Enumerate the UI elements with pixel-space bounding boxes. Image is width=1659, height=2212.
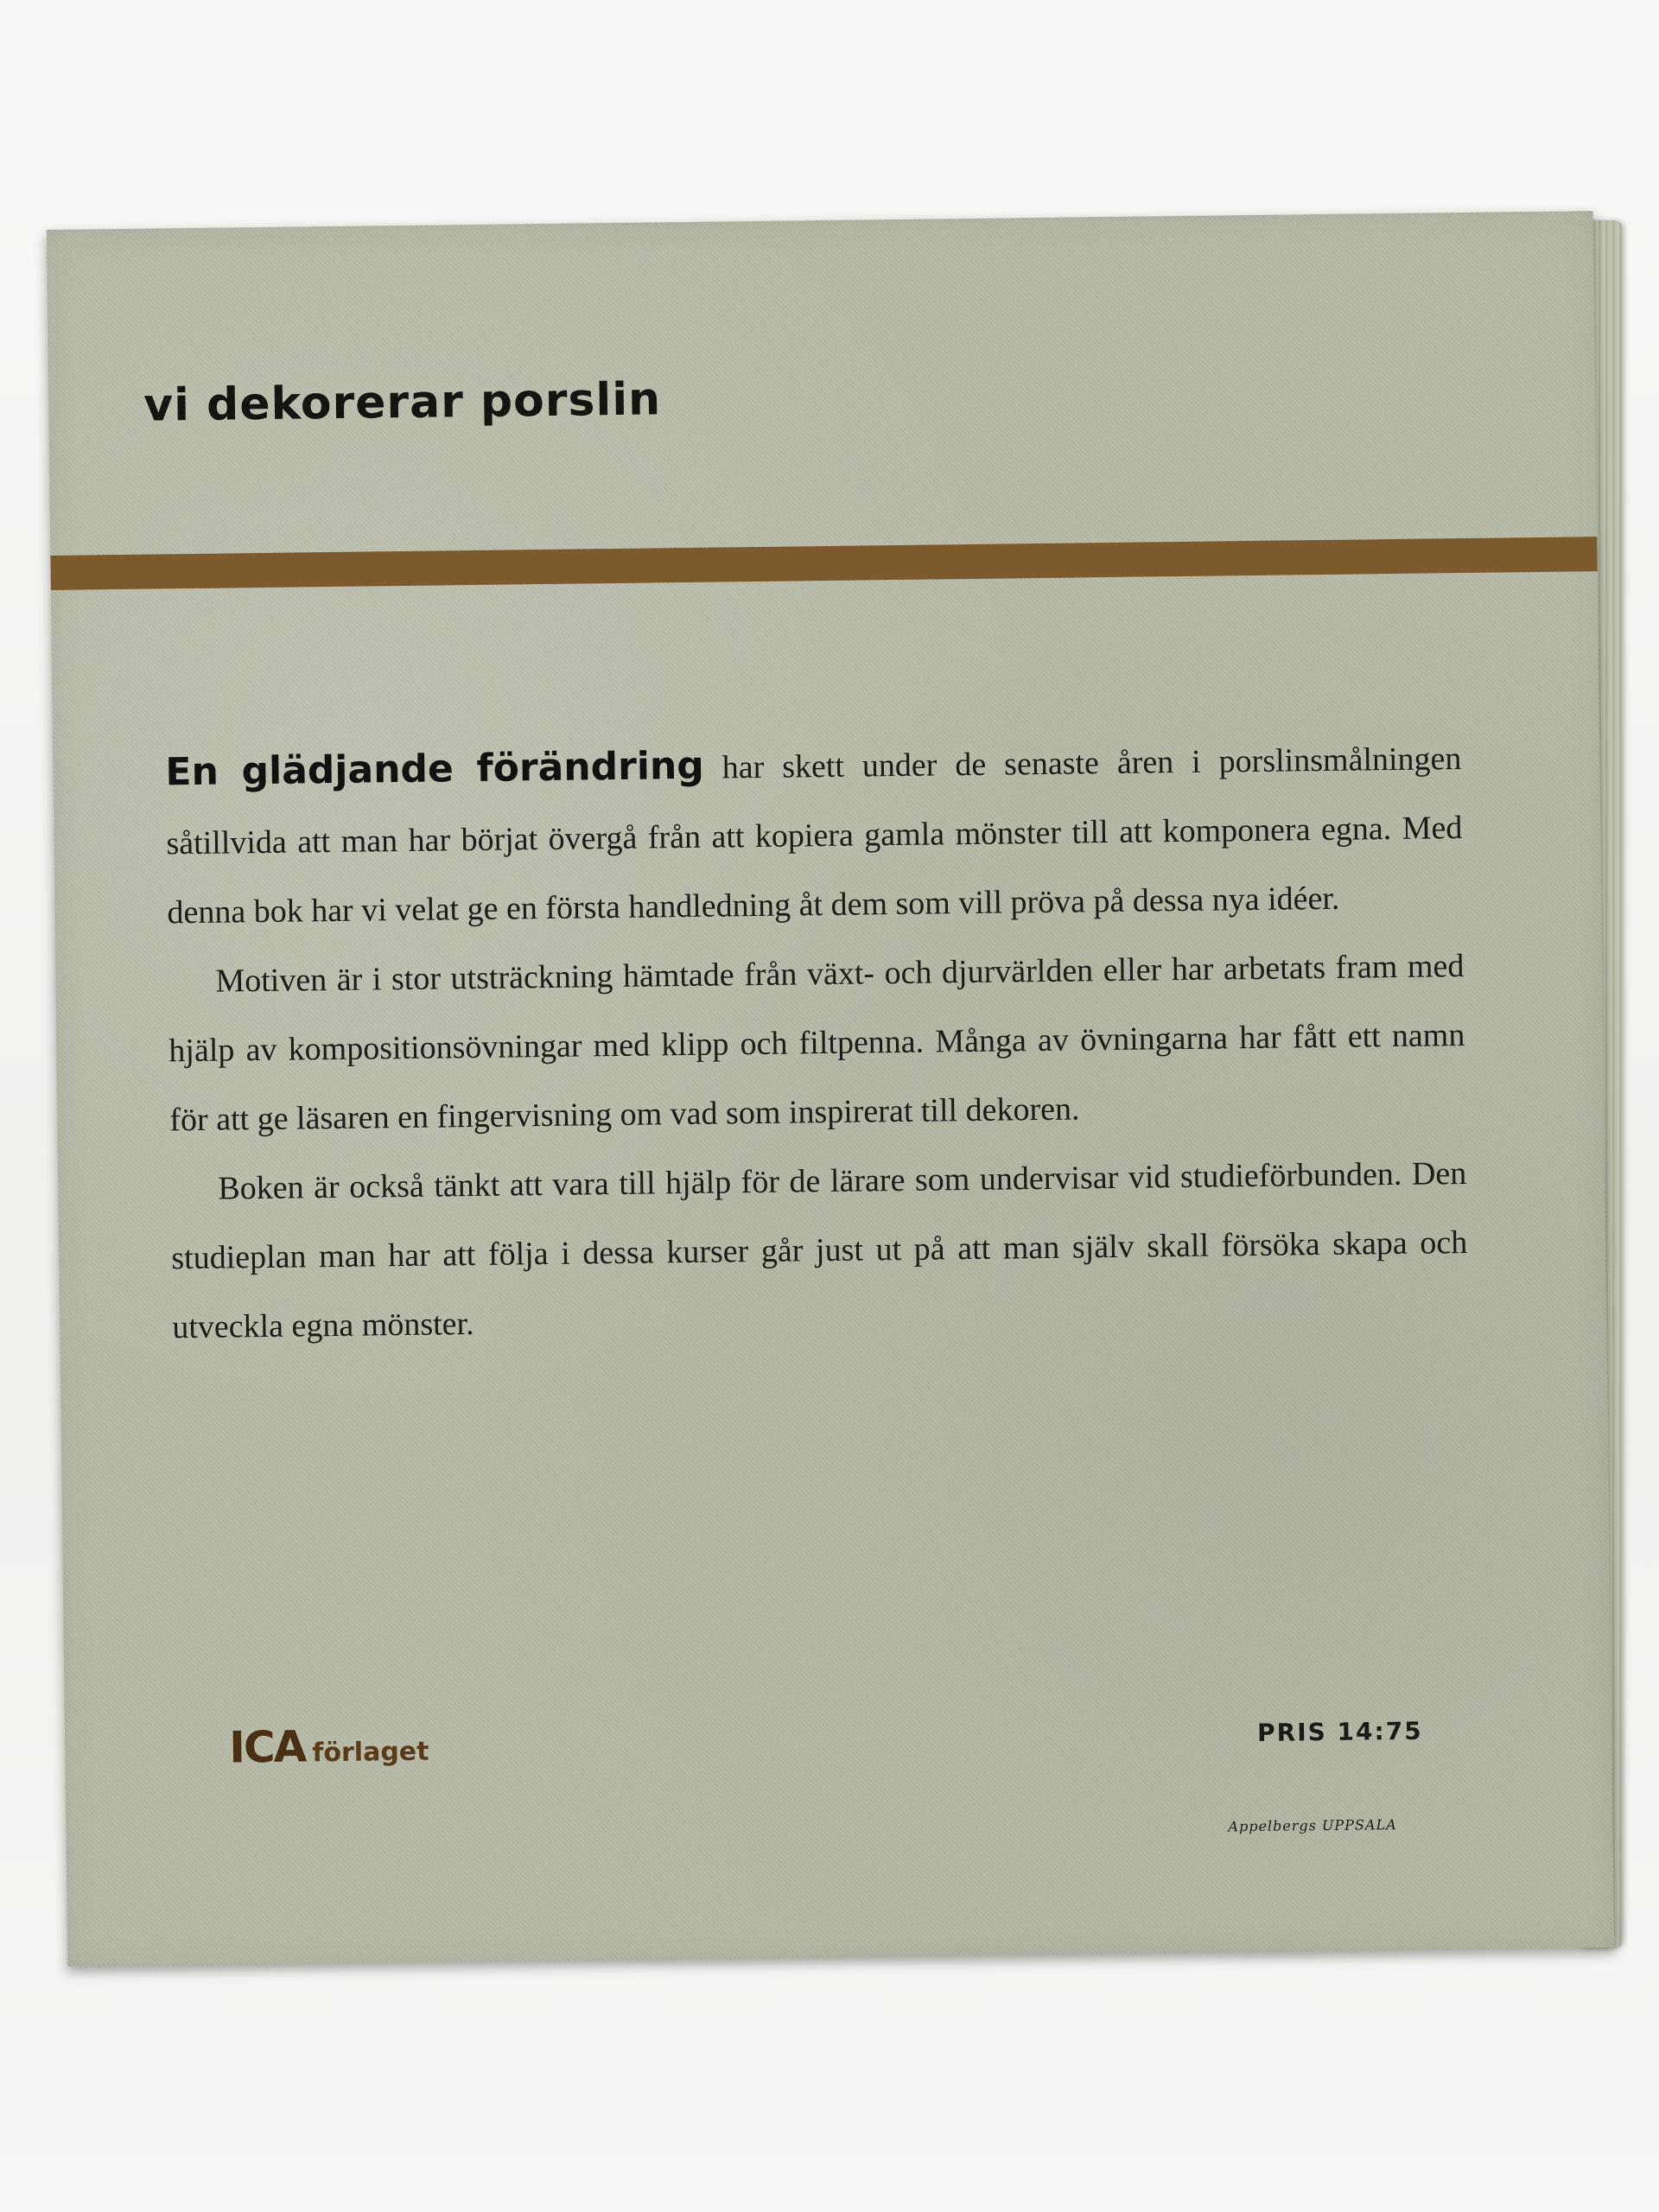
blurb-text [165, 722, 1469, 1362]
printer-imprint: Appelbergs UPPSALA [1228, 1816, 1397, 1835]
publisher-mark [229, 1720, 429, 1773]
book-back-cover [47, 211, 1614, 1967]
ica-logo: ICA [228, 1721, 306, 1773]
blurb-paragraph-2: Motiven är i stor utsträckning hämtade från växt- och djurvärlden eller har arbetats fram med hjälp av kompositionsövningar med klipp och filtpenna. Många av övningarna har fått ett namn för att ge läsaren en fingervisning om vad som inspirerat till dekoren. [168, 948, 1465, 1139]
blurb-paragraph-1-rest: har skett under de senaste åren i porslinsmålningen såtillvida att man har börjat övergå från att kopiera gamla mönster till att komponera egna. Med denna bok har vi velat ge en första handledning åt dem som vill pröva på dessa nya idéer. [166, 741, 1463, 931]
publisher-name: förlaget [312, 1736, 429, 1769]
blurb-paragraph-3: Boken är också tänkt att vara till hjälp för de lärare som undervisar vid studieförbunden. Den studieplan man har att följa i dessa kurser går just ut på att man själv skall försöka skapa och utveckla egna mönster. [171, 1155, 1468, 1346]
blurb-lead: En glädjande förändring [165, 743, 705, 795]
price-label: PRIS 14:75 [1256, 1716, 1423, 1748]
series-title: vi dekorerar porslin [143, 373, 662, 432]
brown-stripe [50, 537, 1597, 590]
blurb-paragraph-1 [165, 722, 1464, 947]
